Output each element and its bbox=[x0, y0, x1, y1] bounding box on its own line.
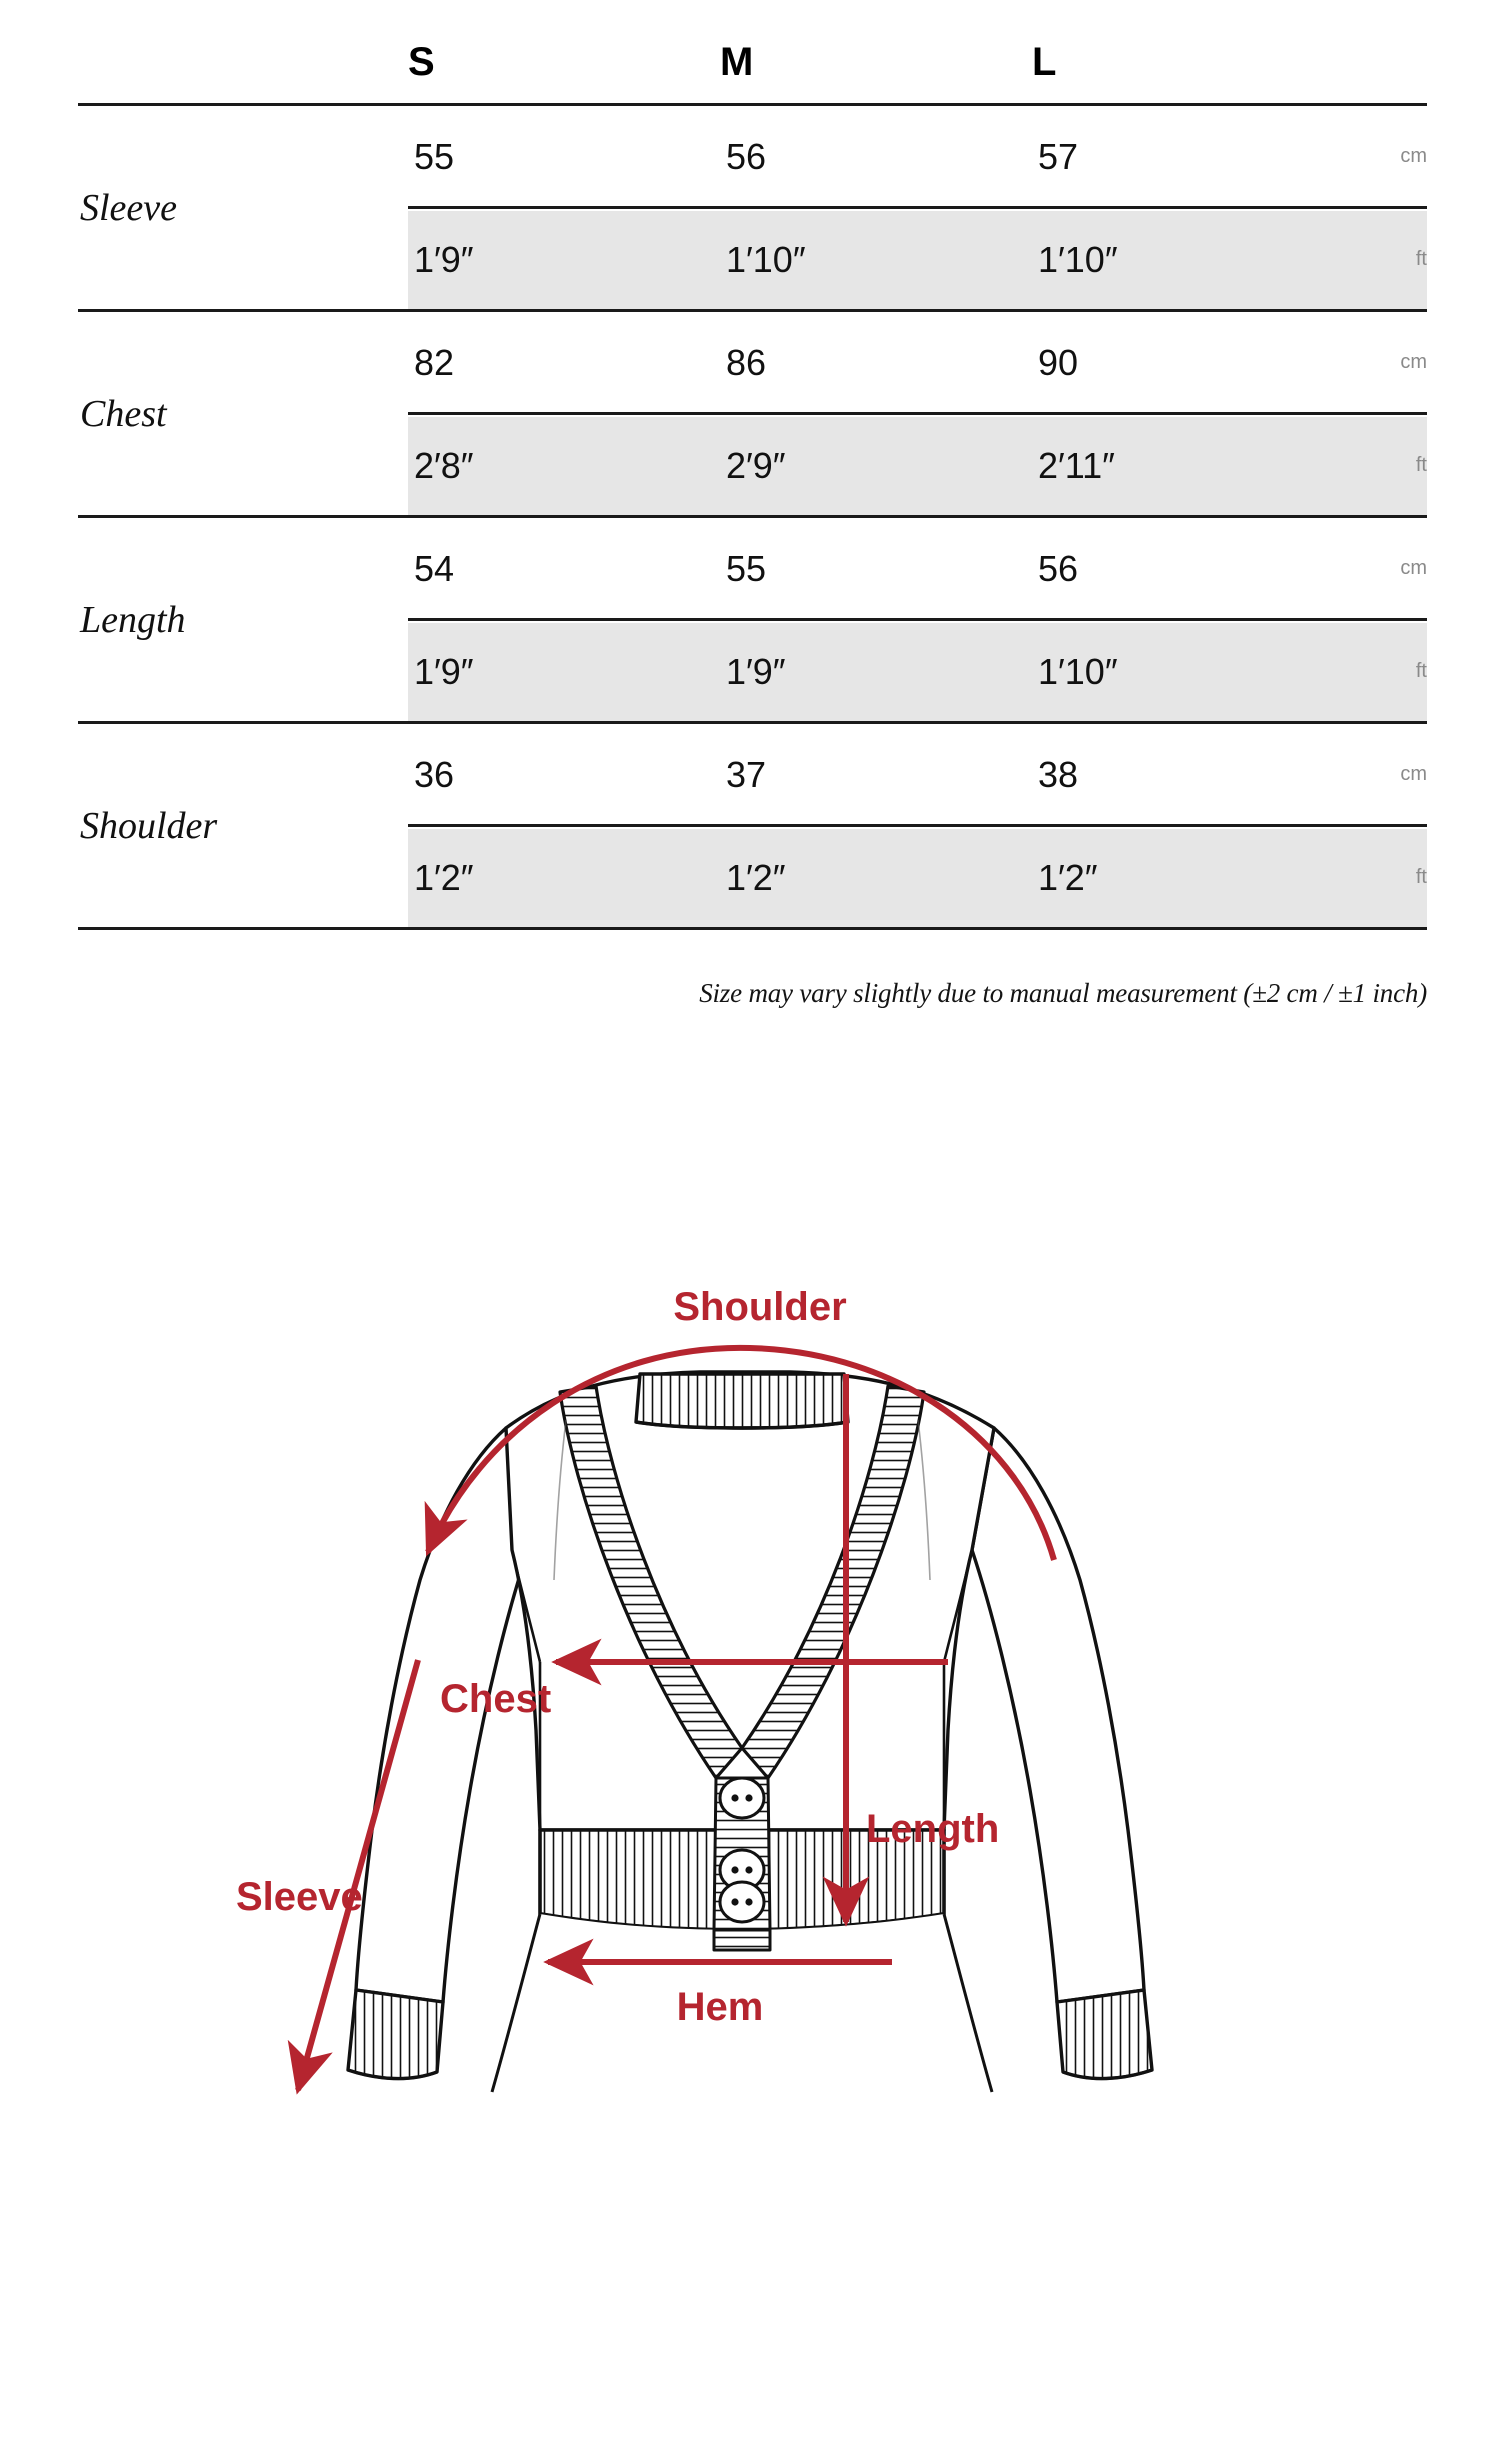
shoulder-label: Shoulder bbox=[673, 1285, 847, 1329]
row-label-text: Chest bbox=[80, 393, 167, 436]
value-text: 1′9″ bbox=[726, 650, 786, 692]
header-size-s: S bbox=[408, 40, 436, 84]
value-text: 1′10″ bbox=[726, 238, 806, 280]
size-chart-table bbox=[78, 40, 1427, 932]
cell-chest-cm-l bbox=[1032, 314, 1344, 414]
cell-chest-ft-l bbox=[1032, 417, 1344, 517]
button-bottom bbox=[720, 1882, 764, 1922]
table-row bbox=[78, 520, 1427, 620]
unit-label-cm: cm bbox=[1344, 520, 1427, 620]
cell-shoulder-ft-s bbox=[408, 829, 720, 929]
size-chart-table-wrapper bbox=[78, 40, 1427, 932]
header-size-l: L bbox=[1032, 40, 1057, 84]
cell-sleeve-ft-s bbox=[408, 211, 720, 311]
value-text: 54 bbox=[414, 547, 455, 589]
cardigan-measurement-diagram bbox=[0, 1270, 1500, 2400]
hem-label: Hem bbox=[676, 1985, 764, 2029]
cell-chest-ft-s bbox=[408, 417, 720, 517]
value-text: 1′2″ bbox=[726, 856, 786, 898]
unit-label-ft: ft bbox=[1344, 211, 1427, 311]
right-sleeve-outline bbox=[972, 1428, 1144, 2002]
table-row bbox=[78, 314, 1427, 414]
cell-shoulder-cm-m bbox=[720, 726, 1032, 826]
measurement-disclaimer-note: Size may vary slightly due to manual measurement (±2 cm / ±1 inch) bbox=[699, 978, 1427, 1008]
value-text: 1′10″ bbox=[1038, 650, 1118, 692]
row-label-text: Length bbox=[80, 599, 186, 642]
cell-sleeve-ft-l bbox=[1032, 211, 1344, 311]
cell-sleeve-cm-m bbox=[720, 108, 1032, 208]
table-header-row bbox=[78, 40, 1427, 105]
row-label-text: Sleeve bbox=[80, 187, 178, 230]
header-blank-cell bbox=[78, 40, 408, 105]
cell-chest-cm-m bbox=[720, 314, 1032, 414]
value-text: 90 bbox=[1038, 341, 1079, 383]
cell-length-ft-m bbox=[720, 623, 1032, 723]
unit-label-ft: ft bbox=[1344, 623, 1427, 723]
cell-chest-cm-s bbox=[408, 314, 720, 414]
row-label-text: Shoulder bbox=[80, 805, 218, 848]
value-text: 1′9″ bbox=[414, 238, 474, 280]
value-text: 38 bbox=[1038, 753, 1079, 795]
unit-label-ft: ft bbox=[1344, 417, 1427, 517]
cell-length-ft-l bbox=[1032, 623, 1344, 723]
cell-shoulder-cm-s bbox=[408, 726, 720, 826]
cell-length-cm-m bbox=[720, 520, 1032, 620]
value-text: 56 bbox=[1038, 547, 1079, 589]
cell-length-cm-s bbox=[408, 520, 720, 620]
left-sleeve-cuff bbox=[348, 1990, 443, 2079]
header-size-m: M bbox=[720, 40, 754, 84]
unit-label-ft: ft bbox=[1344, 829, 1427, 929]
value-text: 55 bbox=[414, 135, 455, 177]
value-text: 86 bbox=[726, 341, 767, 383]
value-text: 36 bbox=[414, 753, 455, 795]
center-placket-lower bbox=[714, 1930, 770, 1950]
table-row bbox=[78, 108, 1427, 208]
sleeve-label: Sleeve bbox=[236, 1875, 363, 1919]
cell-shoulder-cm-l bbox=[1032, 726, 1344, 826]
cell-sleeve-cm-s bbox=[408, 108, 720, 208]
back-neck-ribbing bbox=[636, 1374, 848, 1428]
row-label-shoulder bbox=[78, 726, 408, 929]
cell-sleeve-ft-m bbox=[720, 211, 1032, 311]
cell-chest-ft-m bbox=[720, 417, 1032, 517]
table-row bbox=[78, 726, 1427, 826]
value-text: 1′10″ bbox=[1038, 238, 1118, 280]
value-text: 57 bbox=[1038, 135, 1079, 177]
row-label-chest bbox=[78, 314, 408, 517]
length-label: Length bbox=[866, 1807, 1000, 1851]
value-text: 1′2″ bbox=[414, 856, 474, 898]
cell-shoulder-ft-m bbox=[720, 829, 1032, 929]
value-text: 1′9″ bbox=[414, 650, 474, 692]
cardigan-diagram-svg bbox=[0, 1270, 1500, 2460]
value-text: 2′8″ bbox=[414, 444, 474, 486]
cell-sleeve-cm-l bbox=[1032, 108, 1344, 208]
rule-table-bottom bbox=[78, 929, 1427, 932]
header-unit-cell bbox=[1344, 40, 1427, 105]
value-text: 82 bbox=[414, 341, 455, 383]
row-label-length bbox=[78, 520, 408, 723]
value-text: 1′2″ bbox=[1038, 856, 1098, 898]
value-text: 37 bbox=[726, 753, 767, 795]
value-text: 2′11″ bbox=[1038, 444, 1115, 486]
button-top bbox=[720, 1778, 764, 1818]
cell-shoulder-ft-l bbox=[1032, 829, 1344, 929]
cell-length-ft-s bbox=[408, 623, 720, 723]
unit-label-cm: cm bbox=[1344, 108, 1427, 208]
row-label-sleeve bbox=[78, 108, 408, 311]
unit-label-cm: cm bbox=[1344, 726, 1427, 826]
cell-length-cm-l bbox=[1032, 520, 1344, 620]
right-sleeve-cuff bbox=[1057, 1990, 1152, 2079]
unit-label-cm: cm bbox=[1344, 314, 1427, 414]
value-text: 55 bbox=[726, 547, 767, 589]
value-text: 2′9″ bbox=[726, 444, 786, 486]
value-text: 56 bbox=[726, 135, 767, 177]
chest-label: Chest bbox=[440, 1677, 552, 1721]
